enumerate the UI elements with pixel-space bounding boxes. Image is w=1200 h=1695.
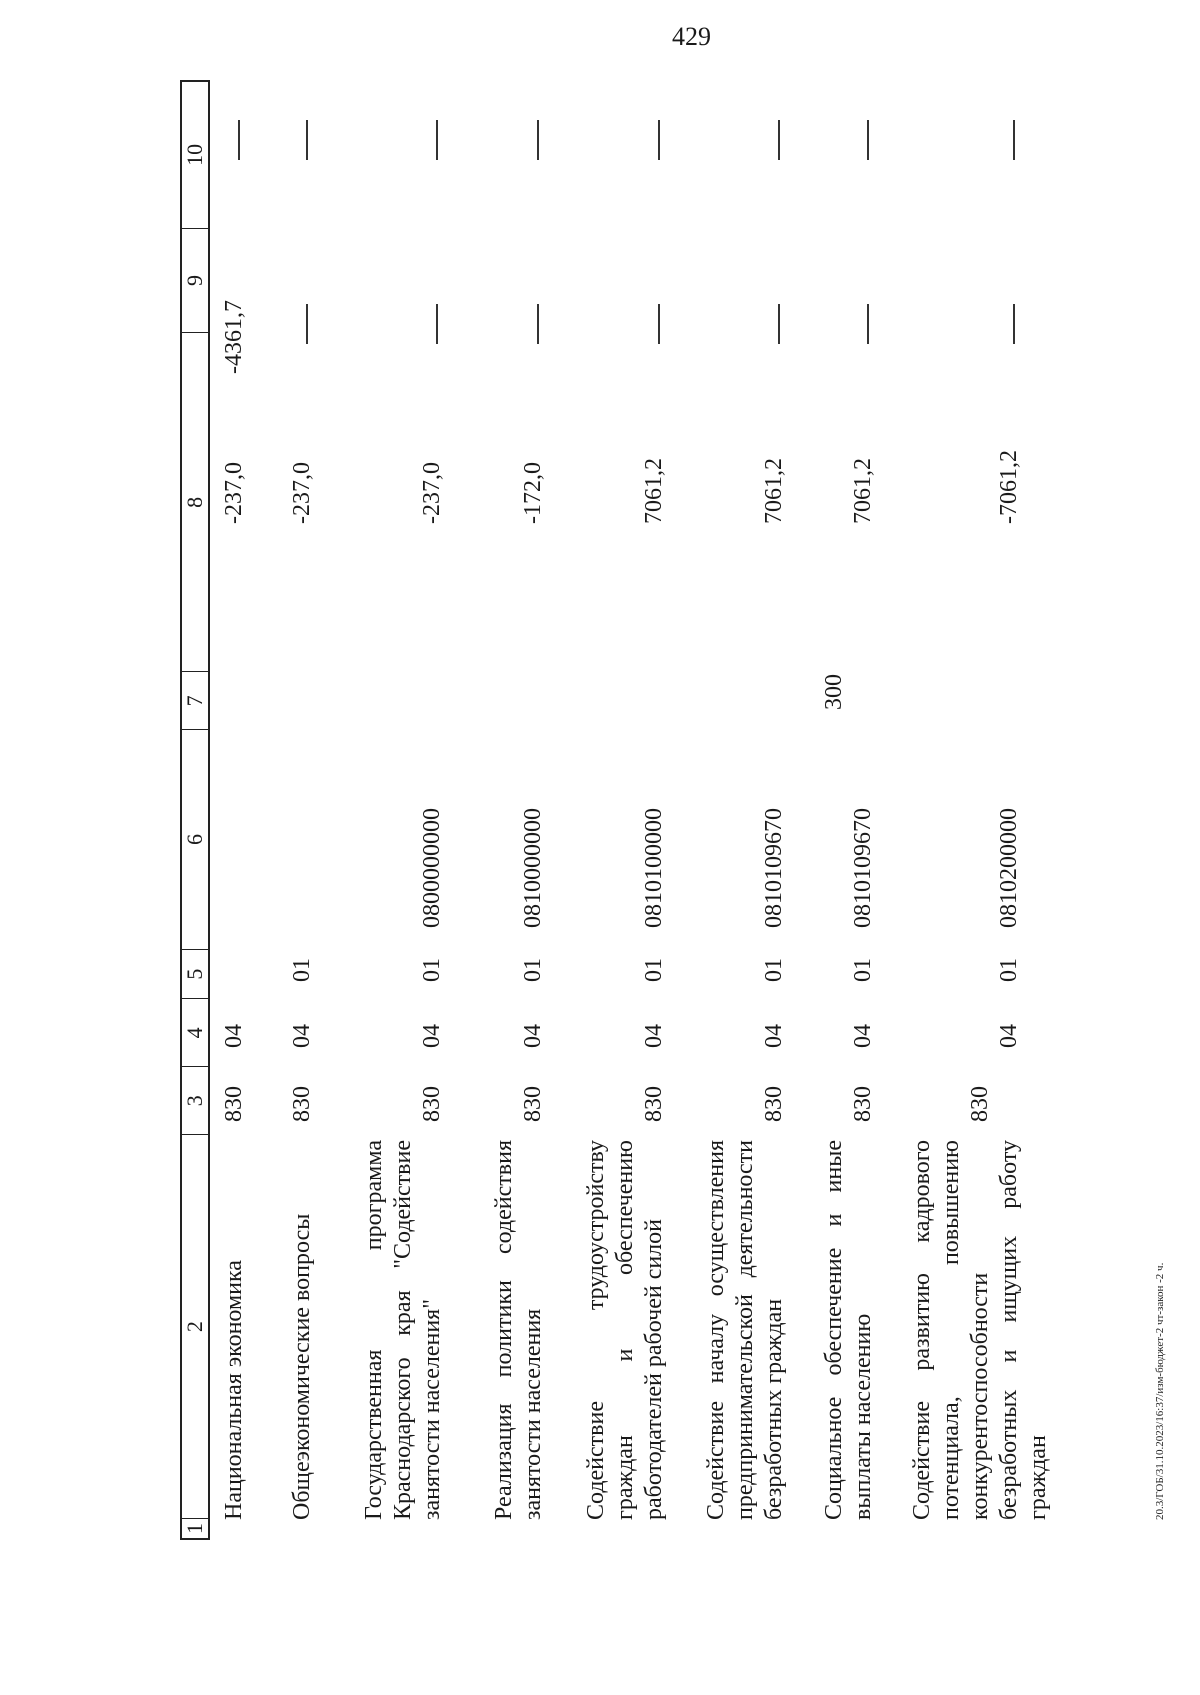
row-col-6: 0810000000: [520, 808, 546, 928]
col-header-1: 1: [182, 1518, 208, 1538]
row-col-3: 830: [221, 1086, 247, 1122]
row-col-10-dash: [436, 120, 438, 160]
row-col-8: 7061,2: [761, 458, 787, 524]
row-col-4: 04: [996, 1024, 1022, 1048]
row-name: Реализация политики содействия занятости населения: [491, 1140, 546, 1520]
row-col-9-dash: [867, 304, 869, 344]
row-col-10-dash: [778, 120, 780, 160]
row-col-4: 04: [419, 1024, 445, 1048]
row-name: Национальная экономика: [221, 1260, 247, 1520]
row-col-10-dash: [306, 120, 308, 160]
row-col-9-dash: [436, 304, 438, 344]
row-col-5: 01: [289, 958, 315, 982]
row-name: Содействие развитию кадрового потенциала, повышению конкурентоспособности безработных и ищущих работу граждан: [909, 1140, 1051, 1520]
row-name: Общеэкономические вопросы: [289, 1213, 315, 1520]
row-col-8: 7061,2: [850, 458, 876, 524]
col-header-7: 7: [182, 671, 208, 729]
row-col-9-dash: [658, 304, 660, 344]
col-header-9: 9: [182, 228, 208, 333]
col-header-8: 8: [182, 332, 208, 671]
row-col-5: 01: [996, 958, 1022, 982]
row-col-9: -4361,7: [221, 300, 247, 374]
col-header-4: 4: [182, 998, 208, 1066]
table-column-header: [180, 80, 210, 1540]
row-col-3: 830: [641, 1086, 667, 1122]
row-col-4: 04: [520, 1024, 546, 1048]
col-header-5: 5: [182, 949, 208, 999]
row-col-3: 830: [419, 1086, 445, 1122]
row-col-6: 0810109670: [761, 808, 787, 928]
row-col-4: 04: [289, 1024, 315, 1048]
row-col-5: 01: [850, 958, 876, 982]
row-col-6: 0810200000: [996, 808, 1022, 928]
row-col-6: 0810100000: [641, 808, 667, 928]
row-name: Социальное обеспечение и иные выплаты населению: [821, 1140, 876, 1520]
row-col-8: 7061,2: [641, 458, 667, 524]
row-col-9-dash: [306, 304, 308, 344]
row-name: Содействие трудоустройству граждан и обеспечению работодателей рабочей силой: [583, 1140, 667, 1520]
row-col-10-dash: [867, 120, 869, 160]
col-header-3: 3: [182, 1066, 208, 1134]
row-name: Государственная программа Краснодарского края "Содействие занятости населения": [361, 1140, 445, 1520]
row-col-6: 0800000000: [419, 808, 445, 928]
row-col-3: 830: [289, 1086, 315, 1122]
row-col-8: -172,0: [520, 462, 546, 524]
row-col-6: 0810109670: [850, 808, 876, 928]
row-col-5: 01: [419, 958, 445, 982]
col-header-6: 6: [182, 729, 208, 948]
row-col-8: -237,0: [289, 462, 315, 524]
page-number: 429: [672, 22, 711, 51]
col-header-2: 2: [182, 1134, 208, 1518]
row-col-8: -7061,2: [996, 450, 1022, 524]
footer-code: 20.3/ГОБ/31.10.2023/16:37/изм-бюджет-2 чт-закон -2 ч.: [1154, 1262, 1166, 1520]
row-col-4: 04: [761, 1024, 787, 1048]
row-col-5: 01: [761, 958, 787, 982]
row-col-10-dash: [1013, 120, 1015, 160]
row-col-10-dash: [658, 120, 660, 160]
row-col-8: -237,0: [419, 462, 445, 524]
row-col-3: 830: [761, 1086, 787, 1122]
row-col-5: 01: [520, 958, 546, 982]
row-col-9-dash: [778, 304, 780, 344]
row-col-4: 04: [850, 1024, 876, 1048]
row-col-9-dash: [537, 304, 539, 344]
row-col-9-dash: [1013, 304, 1015, 344]
row-col-3: 830: [520, 1086, 546, 1122]
row-col-3: 830: [850, 1086, 876, 1122]
row-col-8: -237,0: [221, 462, 247, 524]
row-col-4: 04: [641, 1024, 667, 1048]
row-col-3: 830: [967, 1086, 993, 1122]
row-col-7: 300: [821, 674, 847, 710]
row-col-5: 01: [641, 958, 667, 982]
row-col-10-dash: [537, 120, 539, 160]
row-col-4: 04: [221, 1024, 247, 1048]
budget-table: [180, 80, 1060, 1540]
row-col-10-dash: [238, 120, 240, 160]
col-header-10: 10: [182, 143, 207, 166]
row-name: Содействие началу осуществления предпринимательской деятельности безработных граждан: [703, 1140, 787, 1520]
